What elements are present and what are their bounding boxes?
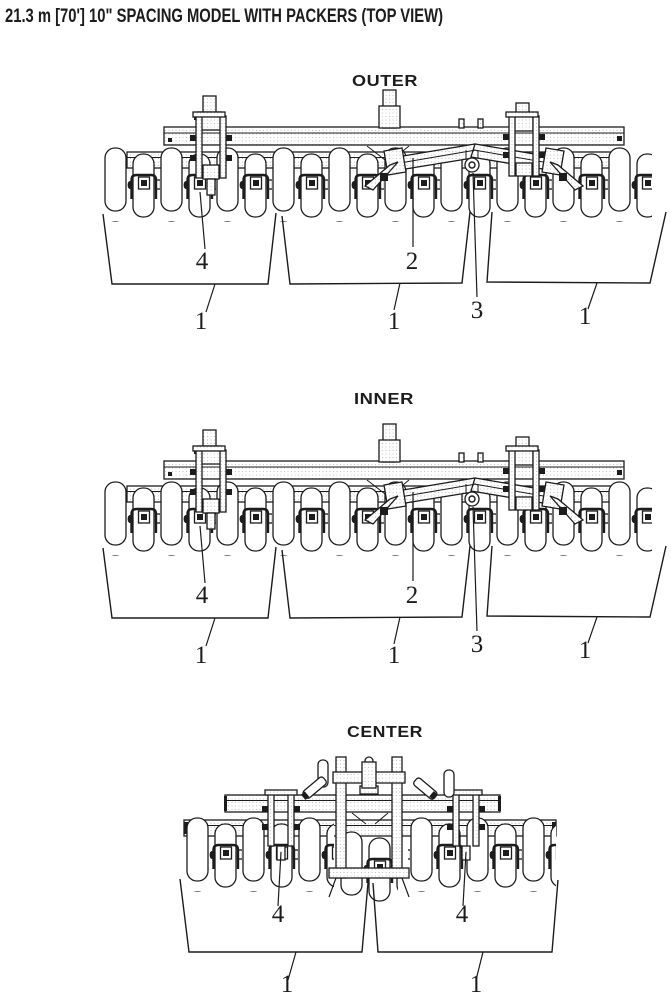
center-callout-1-left: 1	[280, 971, 294, 998]
center-label: CENTER	[347, 724, 423, 741]
outer-callout-2: 2	[405, 248, 419, 275]
center-callout-4-left: 4	[271, 901, 285, 928]
outer-callout-1-right: 1	[578, 303, 592, 330]
page-title: 21.3 m [70'] 10" SPACING MODEL WITH PACKERS (TOP VIEW)	[5, 6, 443, 27]
section-center	[180, 724, 558, 998]
section-outer	[103, 73, 666, 335]
center-callout-1-right: 1	[469, 971, 483, 998]
section-inner	[103, 391, 666, 669]
outer-packer-drawing	[103, 90, 666, 312]
center-packer-drawing	[180, 757, 558, 980]
outer-callout-4: 4	[195, 248, 209, 275]
inner-callout-2: 2	[405, 582, 419, 609]
inner-callout-1-right: 1	[578, 637, 592, 664]
inner-callout-4: 4	[195, 582, 209, 609]
inner-callout-1-left: 1	[194, 642, 208, 669]
outer-label: OUTER	[352, 73, 418, 90]
center-callout-4-right: 4	[455, 901, 469, 928]
inner-callout-3: 3	[470, 631, 484, 658]
outer-callout-3: 3	[470, 297, 484, 324]
outer-callout-1-left: 1	[194, 308, 208, 335]
inner-label: INNER	[354, 391, 414, 408]
inner-packer-drawing	[103, 424, 666, 646]
inner-callout-1-mid: 1	[387, 642, 401, 669]
outer-callout-1-mid: 1	[387, 308, 401, 335]
